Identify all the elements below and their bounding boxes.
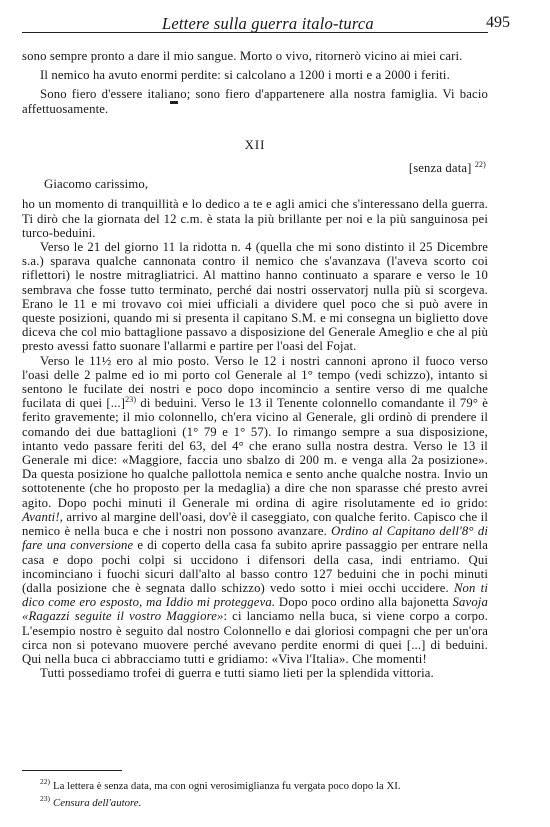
italic-phrase: Ordino al Capitano dell'8° di fare una conversione [22, 524, 488, 553]
running-title: Lettere sulla guerra italo-turca [162, 14, 374, 33]
italic-phrase: Avanti! [22, 509, 60, 524]
letter-text-segment: : ci lanciamo nella buca, si viene corpo a corpo. L'esempio nostro è seguito dal nostro Colonnello e dai gloriosi compagni che per un'ora circa non si potevano muovere perché avevano perdite enormi di quei [...] di beduini. Qui nella buca ci abbracciamo tutti e gridiamo: «Viva l'Italia». Che momenti! [22, 609, 488, 666]
paragraph-intro-3: Sono fiero d'essere italiano; sono fiero d'appartenere alla nostra famiglia. Vi bacio affettuosamente. [22, 87, 488, 116]
letter-text-segment: Verso le 11½ ero al mio posto. Verso le 12 i nostri cannoni aprono il fuoco verso l'oasi delle 2 palme ed io mi porto col Generale al 1° tempo (vedi schizzo), intanto si sentono le fucilate dei nostri e poco dopo incomincio a sentire verso di me qualche fucilata di quei [...] [22, 353, 488, 411]
letter-paragraph-2: Verso le 21 del giorno 11 la ridotta n. 4 (quella che mi sono distinto il 25 Dicembre s.a.) sparava qualche cannonata contro il nemico che s'avanzava (l'aveva scorto coi riflettori) le nostre mitragliatrici. Al mattino hanno continuato a sparare e verso le 10 sembrava che fosse tutto terminato, perché dai nostri osservatorj nulla più si scorgeva. Erano le 11 e mi trovavo coi miei ufficiali a dividere quel poco che si può avere in queste posizioni, quando mi si presenta il capitano S.M. e mi consegna un biglietto dove diceva che col mio battaglione passavo a disposizione del Generale Ameglio e che al più presto avessi fatto suonare l'allarmi e partire per l'oasi del Fojat. [22, 240, 488, 354]
italic-phrase: Savoja «Ragazzi seguite il vostro Maggiore» [22, 595, 488, 624]
letter-paragraph-1: ho un momento di tranquillità e lo dedico a te e agli amici che s'interessano della guerra. Ti dirò che la giornata del 12 c.m. è stata la più brillante per noi e la più sanguinosa pei turco-beduini. [22, 197, 488, 240]
letter-text-segment: Dopo poco ordino alla bajonetta [275, 595, 453, 610]
date-note-text: [senza data] [408, 161, 472, 176]
letter-text-segment: e di coperto della casa fa subito aprire passaggio per entrare nella casa e dopo pochi colpi si uccidono i difensori della casa, indi entriamo. Qui incominciano i fuochi sicuri dall'alto al basso contro 127 beduini che in pochi minuti (dalla posizione che è segnata dallo schizzo) vedo sotto i miei occhi uccidere. [22, 538, 488, 595]
italic-phrase: Non ti dico come ero esposto, ma Iddio mi proteggeva. [22, 580, 488, 610]
letter-paragraph-3 [22, 354, 488, 666]
footnote-ref-23: 23) [125, 395, 137, 405]
footnote-mark: 23) [40, 794, 50, 804]
letter-text-segment: , arrivo al margine dell'oasi, dov'è il caseggiato, con qualche ferito. Capisco che il nemico è nella buca e che i nostri non possono avanzare. [22, 509, 488, 539]
footnote-text: Censura dell'autore. [53, 797, 142, 809]
body-text [22, 49, 488, 680]
page-number: 495 [486, 14, 510, 31]
footnote-rule [22, 770, 122, 771]
letter-paragraph-4: Tutti possediamo trofei di guerra e tutti siamo lieti per la splendida vittoria. [40, 666, 434, 681]
letter-text-segment: di beduini. Verso le 13 il Tenente colonnello comandante il 79° è ferito gravemente; il mio colonnello, ch'era vicino al Generale, gli ordinò di prendere il comando dei due battaglioni (1° 79 e 1° 57). Io rimango sempre a sua disposizione, intanto vedo passare feriti del 63, del 4° che erano sulla nostra destra. Verso le 13 il Generale mi dice: «Maggiore, faccia uno sbalzo di 200 m. e venga alla 2a posizione». Da questa posizione ho qualche pallottola nemica e sento anche qualche nostra. Invio un sottotenente (che ho proposto per la medaglia) a dire che non sparasse ché presto avrei agito. Dopo pochi minuti il Generale mi ordina di agire risolutamente ed io grido: [22, 396, 488, 510]
footnote-mark: 22) [40, 777, 50, 787]
footnote-ref-22: 22) [474, 159, 486, 169]
salutation: Giacomo carissimo, [44, 177, 149, 192]
chapter-number: XII [244, 137, 266, 152]
footnotes [40, 778, 492, 812]
date-note [22, 161, 488, 175]
header-rule [22, 32, 488, 33]
footnote-22 [40, 778, 492, 795]
footnote-23 [40, 795, 492, 812]
footnote-text: La lettera è senza data, ma con ogni verosimiglianza fu vergata poco dopo la XI. [53, 780, 401, 792]
paragraph-intro-2: Il nemico ha avuto enormi perdite: si calcolano a 1200 i morti e a 2000 i feriti. [40, 68, 450, 83]
running-header [22, 10, 510, 34]
paragraph-intro-1: sono sempre pronto a dare il mio sangue. Morto o vivo, ritornerò vicino ai miei cari. [22, 49, 463, 63]
